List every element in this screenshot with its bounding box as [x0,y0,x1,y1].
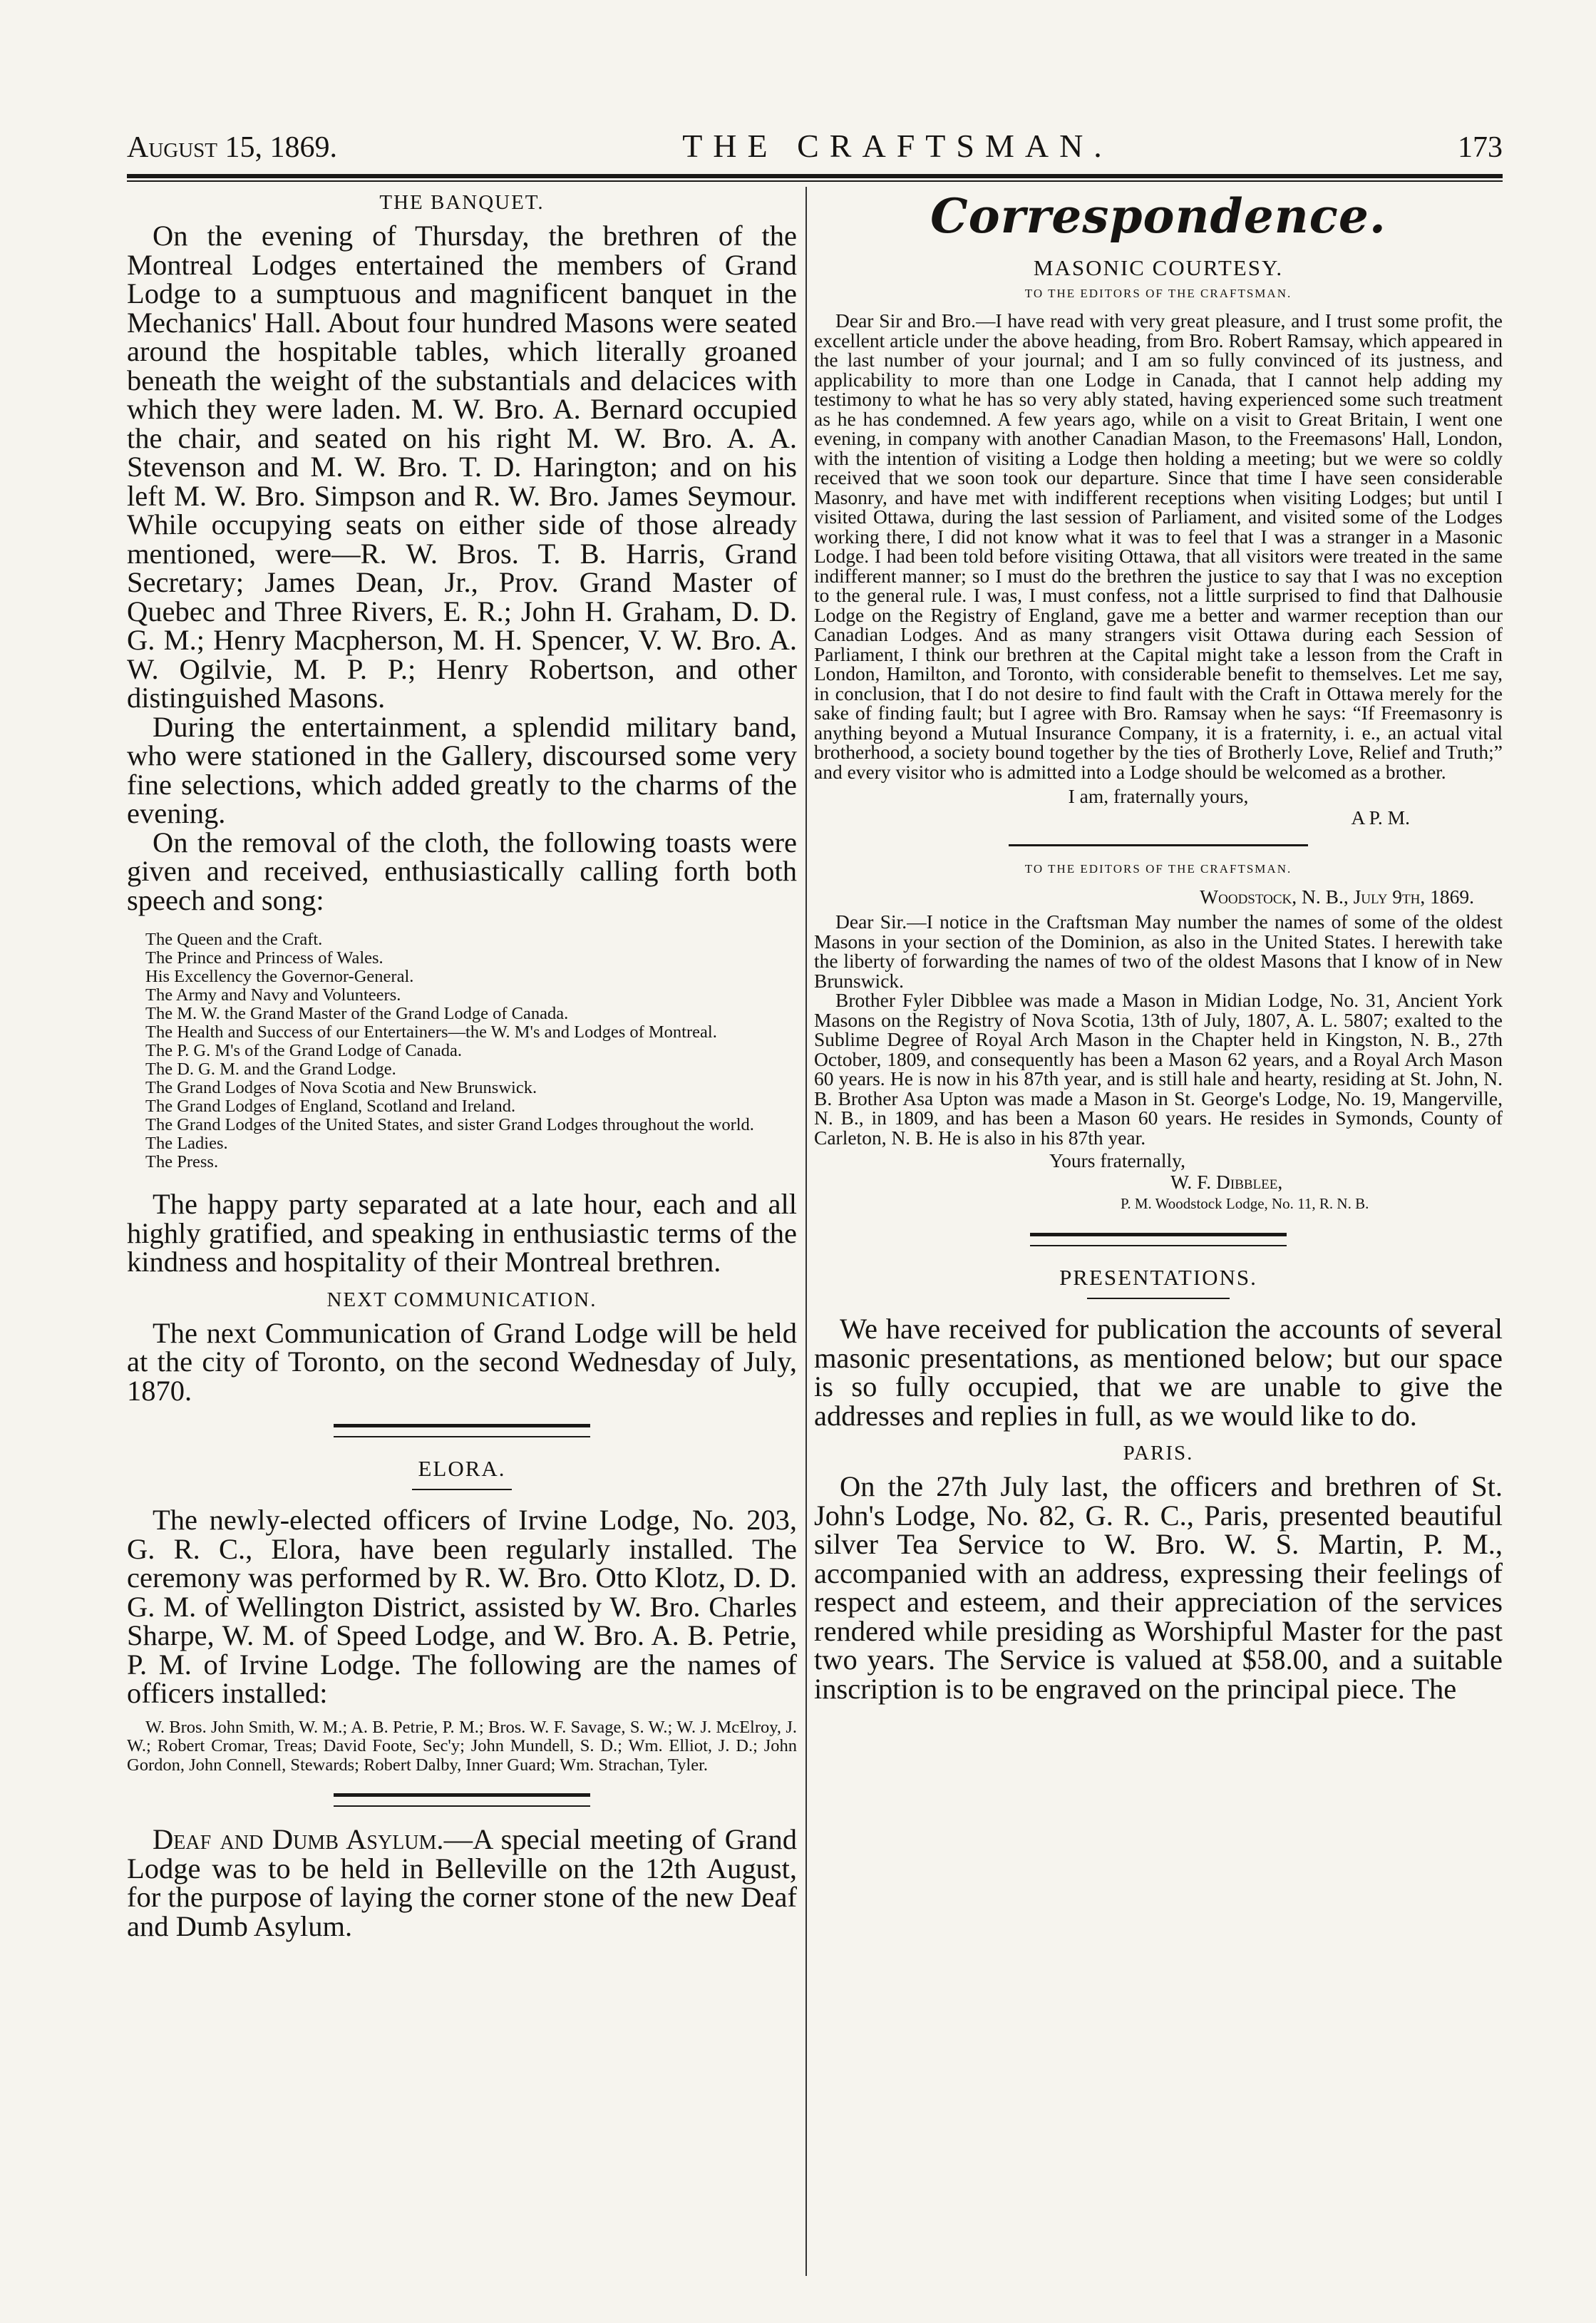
right-column [814,187,1503,2276]
letter-dibblee-signature: W. F. Dibblee, [1170,1171,1283,1193]
deaf-dumb-paragraph [127,1825,797,1941]
banquet-paragraph-1: On the evening of Thursday, the brethren of the Montreal Lodges entertained the members of Grand Lodge to a sumptuous and magnificent banquet in the Mechanics' Hall. About four hundred Masons were seated around the hospitable tables, which literally groaned beneath the weight of the substantials and delacices with which they were laden. M. W. Bro. A. Bernard occupied the chair, and seated on his right M. W. Bro. A. A. Stevenson and M. W. Bro. T. D. Harington; and on his left M. W. Bro. Simpson and R. W. Bro. James Seymour. While occupying seats on either side of those already mentioned, were—R. W. Bros. T. B. Harris, Grand Secretary; James Dean, Jr., Prov. Grand Master of Quebec and Three Rivers, E. R.; John H. Graham, D. D. G. M.; Henry Macpherson, M. H. Spencer, V. W. Bro. A. W. Ogilvie, M. P. P.; Henry Robertson, and other distinguished Masons. [127,220,797,714]
header-rule-thin [127,180,1503,182]
toast-item: The Grand Lodges of Nova Scotia and New Brunswick. [145,1078,537,1097]
deaf-dumb-lead: Deaf and Dumb Asylum. [153,1823,444,1855]
left-column [127,187,797,2276]
toast-item: The M. W. the Grand Master of the Grand Lodge of Canada. [145,1004,569,1023]
toast-item: The Prince and Princess of Wales. [145,948,383,968]
section-rule [334,1424,590,1437]
toast-item: The D. G. M. and the Grand Lodge. [145,1060,396,1079]
banquet-paragraph-3: On the removal of the cloth, the following toasts were given and received, enthusiastically calling forth both speech and song: [127,826,797,916]
next-communication-heading: NEXT COMMUNICATION. [326,1288,597,1311]
letter-courtesy-signature: A P. M. [1351,806,1410,829]
toast-list [145,930,797,1171]
page-number: 173 [1458,131,1503,164]
presentations-paragraph: We have received for publication the accounts of several masonic presentations, as mentioned below; but our space is so fully occupied, that we are unable to give the addresses and replies in full, as we would like to do. [814,1313,1503,1432]
elora-heading: ELORA. [418,1456,506,1481]
letter-dibblee-closing: Yours fraternally, [1049,1149,1185,1171]
toast-item: The Queen and the Craft. [145,930,323,949]
to-editors-line: TO THE EDITORS OF THE CRAFTSMAN. [1024,287,1292,300]
masonic-courtesy-heading: MASONIC COURTESY. [1033,255,1284,280]
banquet-article [127,222,797,915]
letter-courtesy-body: Dear Sir and Bro.—I have read with very great pleasure, and I trust some profit, the excellent article under the above heading, from Bro. Robert Ramsay, which appeared in the last number of your journal; and I am so fully convinced of its justness, and applicability to more than one Lodge in Canada, that I cannot help adding my testimony to what he has so very ably stated, having experienced some such treatment as he has condemned. A few years ago, while on a visit to Great Britain, I went one evening, in company with another Canadian Mason, to the Freemasons' Hall, London, with the intention of visiting a Lodge then holding a meeting; but we were so coldly received that we soon took our departure. Since that time I have seen considerable Masonry, and have met with indifferent receptions when visiting Lodges; but until I visited Ottawa, during the last session of Parliament, and visited some of the Lodges working there, I did not know what it was to feel that I was a stranger in a Masonic Lodge. I had been told before visiting Ottawa, that all visitors were treated in the same indifferent manner; so I must do the brethren the justice to say that I was no exception to the general rule. I was, I must confess, not a little surprised to find that Dalhousie Lodge on the Registry of England, gave me a better and warmer reception than our Canadian Lodges. And as many strangers visit Ottawa during each Session of Parliament, I think our brethren at the Capital might take a lesson from the Craft in London, Hamilton, and Toronto, with considerable benefit to themselves. Let me say, in conclusion, that I do not desire to find fault with the Craft in Ottawa merely for the sake of finding fault; but I agree with Bro. Ramsay when he says: “If Freemasonry is anything beyond a Mutual Insurance Company, it is a fraternity, i. e., an actual vital brotherhood, a society bound together by the ties of Brotherly Love, Relief and Truth;” and every visitor who is admitted into a Lodge should be welcomed as a brother. [814,309,1503,783]
toast-item: The Health and Success of our Entertainers—the W. M's and Lodges of Montreal. [145,1022,717,1042]
presentations-underline [1087,1298,1230,1299]
elora-underline [412,1489,512,1490]
next-communication-paragraph: The next Communication of Grand Lodge will be held at the city of Toronto, on the second Wednesday of July, 1870. [127,1316,797,1407]
banquet-paragraph-4: The happy party separated at a late hour, each and all highly gratified, and speaking in enthusiastic terms of the kindness and hospitality of their Montreal brethren. [127,1188,797,1278]
publication-title: THE CRAFTSMAN. [682,128,1113,164]
paris-paragraph: On the 27th July last, the officers and brethren of St. John's Lodge, No. 82, G. R. C., Paris, presented beautiful silver Tea Service to W. Bro. W. S. Martin, P. M., accompanied with an address, expressing their feelings of respect and esteem, and their appreciation of the services rendered while presiding as Worshipful Master for the past two years. The Service is valued at $58.00, and a suitable inscription is to be engraved on the principal piece. The [814,1470,1503,1705]
letter-dibblee-title: P. M. Woodstock Lodge, No. 11, R. N. B. [1121,1195,1369,1212]
toast-item: The P. G. M's of the Grand Lodge of Canada. [145,1041,462,1060]
section-rule [1030,1233,1287,1246]
column-divider [805,187,807,2276]
letter-dibblee-paragraph-2: Brother Fyler Dibblee was made a Mason in Midian Lodge, No. 31, Ancient York Masons on the Registry of Nova Scotia, 13th of July, 1807, A. L. 5807; exalted to the Sublime Degree of Royal Arch Mason in the Chapter held in Kingston, N. B., 27th October, 1809, and consequently has been a Mason 62 years, and a Royal Arch Mason 60 years. He is now in his 87th year, and is still hale and hearty, residing at St. John, N. B. Brother Asa Upton was made a Mason in St. George's Lodge, No. 19, Mangerville, N. B., in 1809, and has been a Mason 60 years. He resides in Symonds, County of Carleton, N. B. He is also in his 87th year. [814,989,1503,1149]
letter-dateline: Woodstock, N. B., July 9th, 1869. [1200,886,1474,908]
toast-item: The Ladies. [145,1134,228,1153]
letter-courtesy-closing: I am, fraternally yours, [1068,785,1249,807]
toast-item: The Press. [145,1152,219,1171]
banquet-heading: THE BANQUET. [379,191,545,214]
presentations-heading: PRESENTATIONS. [1059,1265,1257,1290]
section-rule [334,1793,590,1807]
issue-date: August 15, 1869. [127,131,338,164]
deaf-dumb-text: —A special meeting of Grand Lodge was to be held in Belleville on the 12th August, for the purpose of laying the corner stone of the new Deaf and Dumb Asylum. [127,1823,797,1942]
elora-paragraph: The newly-elected officers of Irvine Lodge, No. 203, G. R. C., Elora, have been regularly installed. The ceremony was performed by R. W. Bro. Otto Klotz, D. D. G. M. of Wellington District, assisted by W. Bro. Charles Sharpe, W. M. of Speed Lodge, and W. Bro. A. B. Petrie, P. M. of Irvine Lodge. The following are the names of officers installed: [127,1504,797,1709]
letter-dibblee-paragraph-1: Dear Sir.—I notice in the Craftsman May number the names of some of the oldest Masons in your section of the Dominion, as also in the United States. I herewith take the liberty of forwarding the names of two of the oldest Masons that I know of in New Brunswick. [814,911,1503,992]
banquet-paragraph-2: During the entertainment, a splendid military band, who were stationed in the Gallery, discoursed some very fine selections, which added greatly to the charms of the evening. [127,710,797,829]
correspondence-title: Correspondence. [930,188,1386,244]
toast-item: The Grand Lodges of England, Scotland and Ireland. [145,1097,516,1116]
toast-item: The Grand Lodges of the United States, and sister Grand Lodges throughout the world. [145,1115,754,1134]
elora-officers-list: W. Bros. John Smith, W. M.; A. B. Petrie, P. M.; Bros. W. F. Savage, S. W.; W. J. McElroy, J. W.; Robert Cromar, Treas; David Foote, Sec'y; John Mundell, S. D.; Wm. Elliot, J. D.; John Gordon, John Connell, Stewards; Robert Dalby, Inner Guard; Wm. Strachan, Tyler. [127,1717,797,1775]
to-editors-line: TO THE EDITORS OF THE CRAFTSMAN. [1024,862,1292,876]
toast-item: His Excellency the Governor-General. [145,967,414,986]
header-rule [127,174,1503,178]
page-header [127,127,1503,170]
toast-item: The Army and Navy and Volunteers. [145,985,401,1005]
paris-heading: PARIS. [1123,1442,1194,1465]
letter-rule [1009,844,1308,846]
